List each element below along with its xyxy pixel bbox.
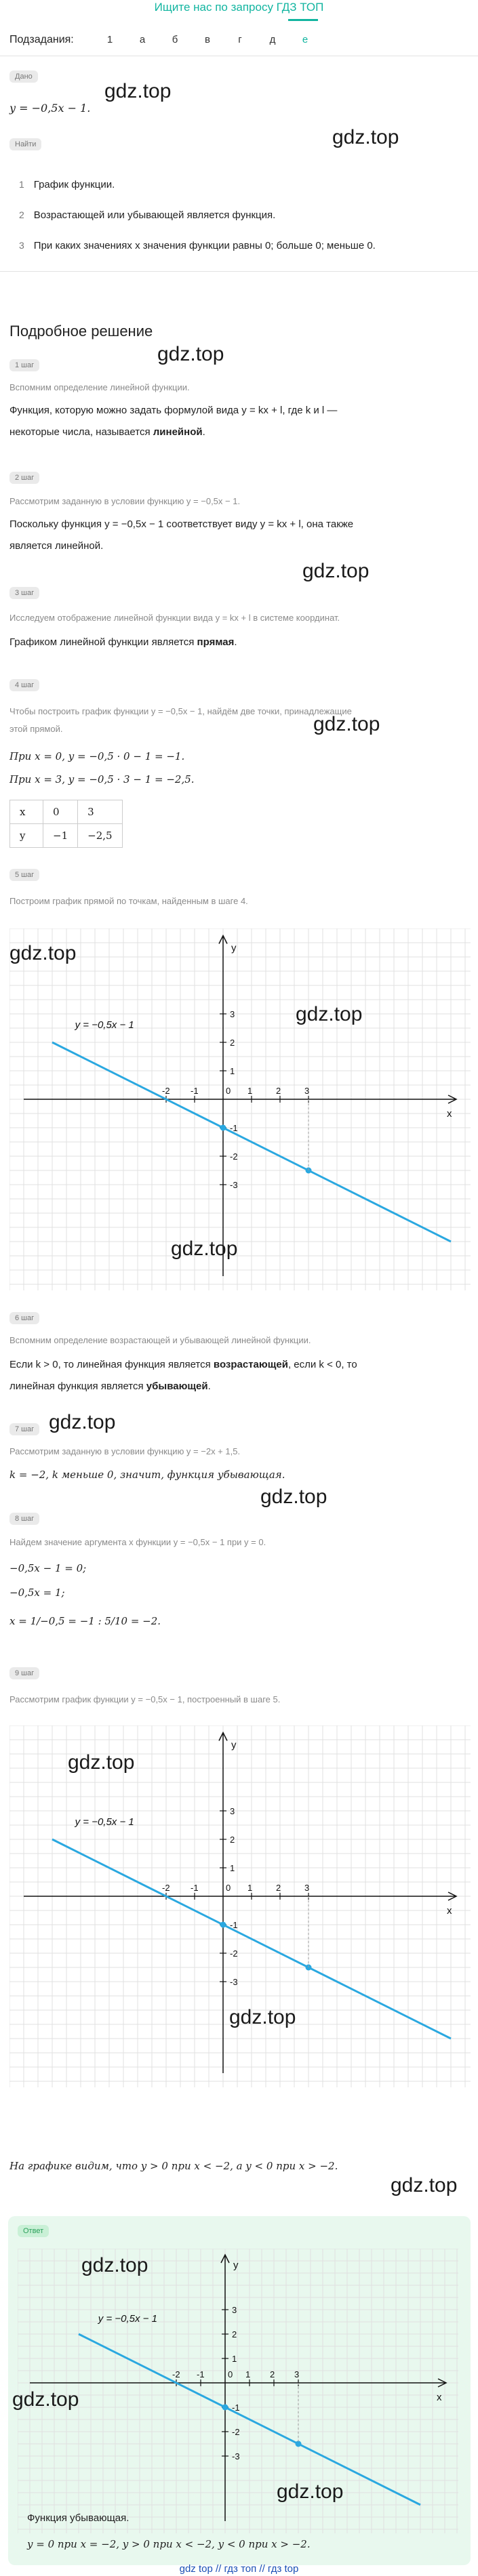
step-3-tag: 3 шаг xyxy=(9,587,39,599)
step-6-line-2: линейная функция является убывающей. xyxy=(9,1381,211,1392)
given-tag: Дано xyxy=(9,70,38,83)
y-tick-label: -1 xyxy=(232,2403,240,2413)
subtasks-label: Подзадания: xyxy=(9,34,74,45)
y-tick-label: 2 xyxy=(230,1038,235,1048)
step-7-tag: 7 шаг xyxy=(9,1423,39,1435)
table-cell: −1 xyxy=(43,824,78,848)
watermark: gdz.top xyxy=(104,80,172,102)
x-tick-label: 2 xyxy=(276,1883,281,1893)
y-tick-label: -2 xyxy=(230,1151,238,1162)
y-tick-label: 3 xyxy=(230,1806,235,1816)
divider xyxy=(0,271,478,272)
tab-e[interactable]: е xyxy=(302,34,308,45)
function-label: y = −0,5x − 1 xyxy=(75,1816,134,1828)
y-axis-label: y xyxy=(233,2259,239,2271)
watermark: gdz.top xyxy=(260,1486,327,1508)
answer-line-2: y = 0 при x = −2, y > 0 при x < −2, y < 0 при x > −2. xyxy=(27,2538,311,2550)
x-tick-label: -1 xyxy=(191,1086,199,1096)
x-axis-label: x xyxy=(447,1108,452,1120)
tab-a[interactable]: а xyxy=(139,34,146,45)
tab-v[interactable]: в xyxy=(205,34,210,45)
step-8-tag: 8 шаг xyxy=(9,1513,39,1525)
watermark: gdz.top xyxy=(49,1411,116,1433)
table-cell: −2,5 xyxy=(78,824,122,848)
active-tab-indicator xyxy=(288,19,318,21)
find-item-1: 1 График функции. xyxy=(19,179,115,190)
step-1-line-1: Функция, которую можно задать формулой вида y = kx + l, где k и l — xyxy=(9,405,338,416)
x-tick-label: 0 xyxy=(226,1883,231,1893)
step-4-line-1: При x = 0, y = −0,5 · 0 − 1 = −1. xyxy=(9,750,185,762)
tab-b[interactable]: б xyxy=(172,34,178,45)
find-item-3: 3 При каких значениях x значения функции равны 0; больше 0; меньше 0. xyxy=(19,240,376,251)
tab-1[interactable]: 1 xyxy=(106,34,113,45)
y-axis-label: y xyxy=(231,942,237,954)
step-4-note-2: этой прямой. xyxy=(9,724,63,734)
y-tick-label: -2 xyxy=(232,2427,240,2437)
watermark: gdz.top xyxy=(391,2174,458,2196)
y-tick-label: 1 xyxy=(230,1863,235,1873)
step-1-line-2: некоторые числа, называется линейной. xyxy=(9,426,205,438)
watermark: gdz.top xyxy=(302,560,370,582)
step-6-note: Вспомним определение возрастающей и убывающей линейной функции. xyxy=(9,1335,311,1345)
data-point xyxy=(220,1922,226,1928)
y-tick-label: -2 xyxy=(230,1948,238,1959)
x-tick-label: 1 xyxy=(247,1086,253,1096)
step-6-tag: 6 шаг xyxy=(9,1312,39,1324)
solution-title: Подробное решение xyxy=(9,323,153,340)
x-axis-label: x xyxy=(437,2392,442,2403)
y-tick-label: 1 xyxy=(232,2354,237,2364)
step-5-note: Построим график прямой по точкам, найденным в шаге 4. xyxy=(9,896,248,906)
step-5-tag: 5 шаг xyxy=(9,869,39,881)
watermark: gdz.top xyxy=(332,126,399,148)
x-tick-label: 1 xyxy=(247,1883,253,1893)
answer-tag: Ответ xyxy=(18,2225,49,2237)
y-tick-label: 2 xyxy=(230,1835,235,1845)
step-2-tag: 2 шаг xyxy=(9,472,39,484)
y-tick-label: -3 xyxy=(230,1977,238,1987)
x-tick-label: -2 xyxy=(162,1883,170,1893)
watermark: gdz.top xyxy=(12,2388,79,2411)
x-tick-label: -2 xyxy=(162,1086,170,1096)
table-cell: 0 xyxy=(43,800,78,824)
y-axis-label: y xyxy=(231,1739,237,1751)
table-row xyxy=(10,824,123,848)
step-9-note: Рассмотрим график функции y = −0,5x − 1, построенный в шаге 5. xyxy=(9,1694,281,1704)
watermark: gdz.top xyxy=(68,1751,135,1774)
function-label: y = −0,5x − 1 xyxy=(98,2313,157,2325)
y-tick-label: -1 xyxy=(230,1920,238,1930)
subtasks-bar xyxy=(9,34,471,56)
watermark: gdz.top xyxy=(296,1003,363,1025)
values-table xyxy=(9,800,123,848)
y-tick-label: -3 xyxy=(230,1180,238,1190)
step-9-tag: 9 шаг xyxy=(9,1667,39,1679)
find-item-2: 2 Возрастающей или убывающей является функция. xyxy=(19,209,276,221)
graph-1 xyxy=(9,928,471,1290)
x-tick-label: 0 xyxy=(228,2369,233,2379)
x-tick-label: 0 xyxy=(226,1086,231,1096)
step-3-line-1: Графиком линейной функции является прямая. xyxy=(9,636,237,648)
step-7-note: Рассмотрим заданную в условии функцию y = −2x + 1,5. xyxy=(9,1446,241,1456)
watermark: gdz.top xyxy=(157,343,224,365)
graph-answer xyxy=(18,2249,458,2533)
step-2-line-2: является линейной. xyxy=(9,540,104,552)
y-tick-label: 1 xyxy=(230,1066,235,1076)
x-tick-label: 1 xyxy=(245,2369,251,2379)
x-tick-label: 3 xyxy=(294,2369,300,2379)
y-tick-label: 2 xyxy=(232,2329,237,2339)
y-tick-label: -3 xyxy=(232,2451,240,2461)
step-2-note: Рассмотрим заданную в условии функцию y = −0,5x − 1. xyxy=(9,496,241,506)
x-tick-label: -1 xyxy=(197,2369,205,2379)
step-6-line-1: Если k > 0, то линейная функция является возрастающей, если k < 0, то xyxy=(9,1359,357,1370)
x-tick-label: 3 xyxy=(304,1883,310,1893)
watermark: gdz.top xyxy=(229,2006,296,2028)
table-cell: 3 xyxy=(78,800,122,824)
tab-d[interactable]: д xyxy=(269,34,276,45)
given-formula: y = −0,5x − 1. xyxy=(9,102,91,115)
step-8-note: Найдем значение аргумента x функции y = −0,5x − 1 при y = 0. xyxy=(9,1537,266,1547)
x-tick-label: -2 xyxy=(172,2369,180,2379)
watermark: gdz.top xyxy=(277,2480,344,2503)
step-8-line-1: −0,5x − 1 = 0; xyxy=(9,1562,87,1574)
find-tag: Найти xyxy=(9,138,41,150)
step-4-note-1: Чтобы построить график функции y = −0,5x − 1, найдём две точки, принадлежащие xyxy=(9,706,352,716)
x-tick-label: 3 xyxy=(304,1086,310,1096)
step-4-line-2: При x = 3, y = −0,5 · 3 − 1 = −2,5. xyxy=(9,773,195,785)
watermark: gdz.top xyxy=(171,1238,238,1260)
watermark: gdz.top xyxy=(313,713,380,735)
answer-line-1: Функция убывающая. xyxy=(27,2512,130,2524)
data-point xyxy=(220,1125,226,1131)
table-cell: y xyxy=(10,824,43,848)
watermark: gdz.top xyxy=(9,942,77,964)
step-8-line-2: −0,5x = 1; xyxy=(9,1587,65,1599)
table-row xyxy=(10,800,123,824)
x-tick-label: -1 xyxy=(191,1883,199,1893)
x-tick-label: 2 xyxy=(270,2369,275,2379)
watermark: gdz.top xyxy=(81,2254,148,2276)
table-cell: x xyxy=(10,800,43,824)
step-7-line-1: k = −2, k меньше 0, значит, функция убывающая. xyxy=(9,1469,285,1481)
step-4-tag: 4 шаг xyxy=(9,679,39,691)
step-2-line-1: Поскольку функция y = −0,5x − 1 соответствует виду y = kx + l, она также xyxy=(9,518,354,530)
data-point xyxy=(222,2405,228,2411)
y-tick-label: 3 xyxy=(230,1009,235,1019)
step-9-conclusion: На графике видим, что y > 0 при x < −2, а y < 0 при x > −2. xyxy=(9,2160,338,2172)
top-banner[interactable]: Ищите нас по запросу ГДЗ ТОП xyxy=(154,1,324,14)
x-tick-label: 2 xyxy=(276,1086,281,1096)
step-1-note: Вспомним определение линейной функции. xyxy=(9,382,190,392)
step-8-line-3: x = 1/−0,5 = −1 : 5/10 = −2. xyxy=(9,1615,161,1627)
graph-2 xyxy=(9,1725,471,2087)
tab-g[interactable]: г xyxy=(238,34,242,45)
footer-links[interactable]: gdz top // гдз топ // гдз top xyxy=(179,2563,299,2575)
y-tick-label: 3 xyxy=(232,2305,237,2315)
y-tick-label: -1 xyxy=(230,1123,238,1133)
x-axis-label: x xyxy=(447,1905,452,1917)
step-1-tag: 1 шаг xyxy=(9,359,39,371)
step-3-note: Исследуем отображение линейной функции вида y = kx + l в системе координат. xyxy=(9,613,340,623)
function-label: y = −0,5x − 1 xyxy=(75,1019,134,1031)
